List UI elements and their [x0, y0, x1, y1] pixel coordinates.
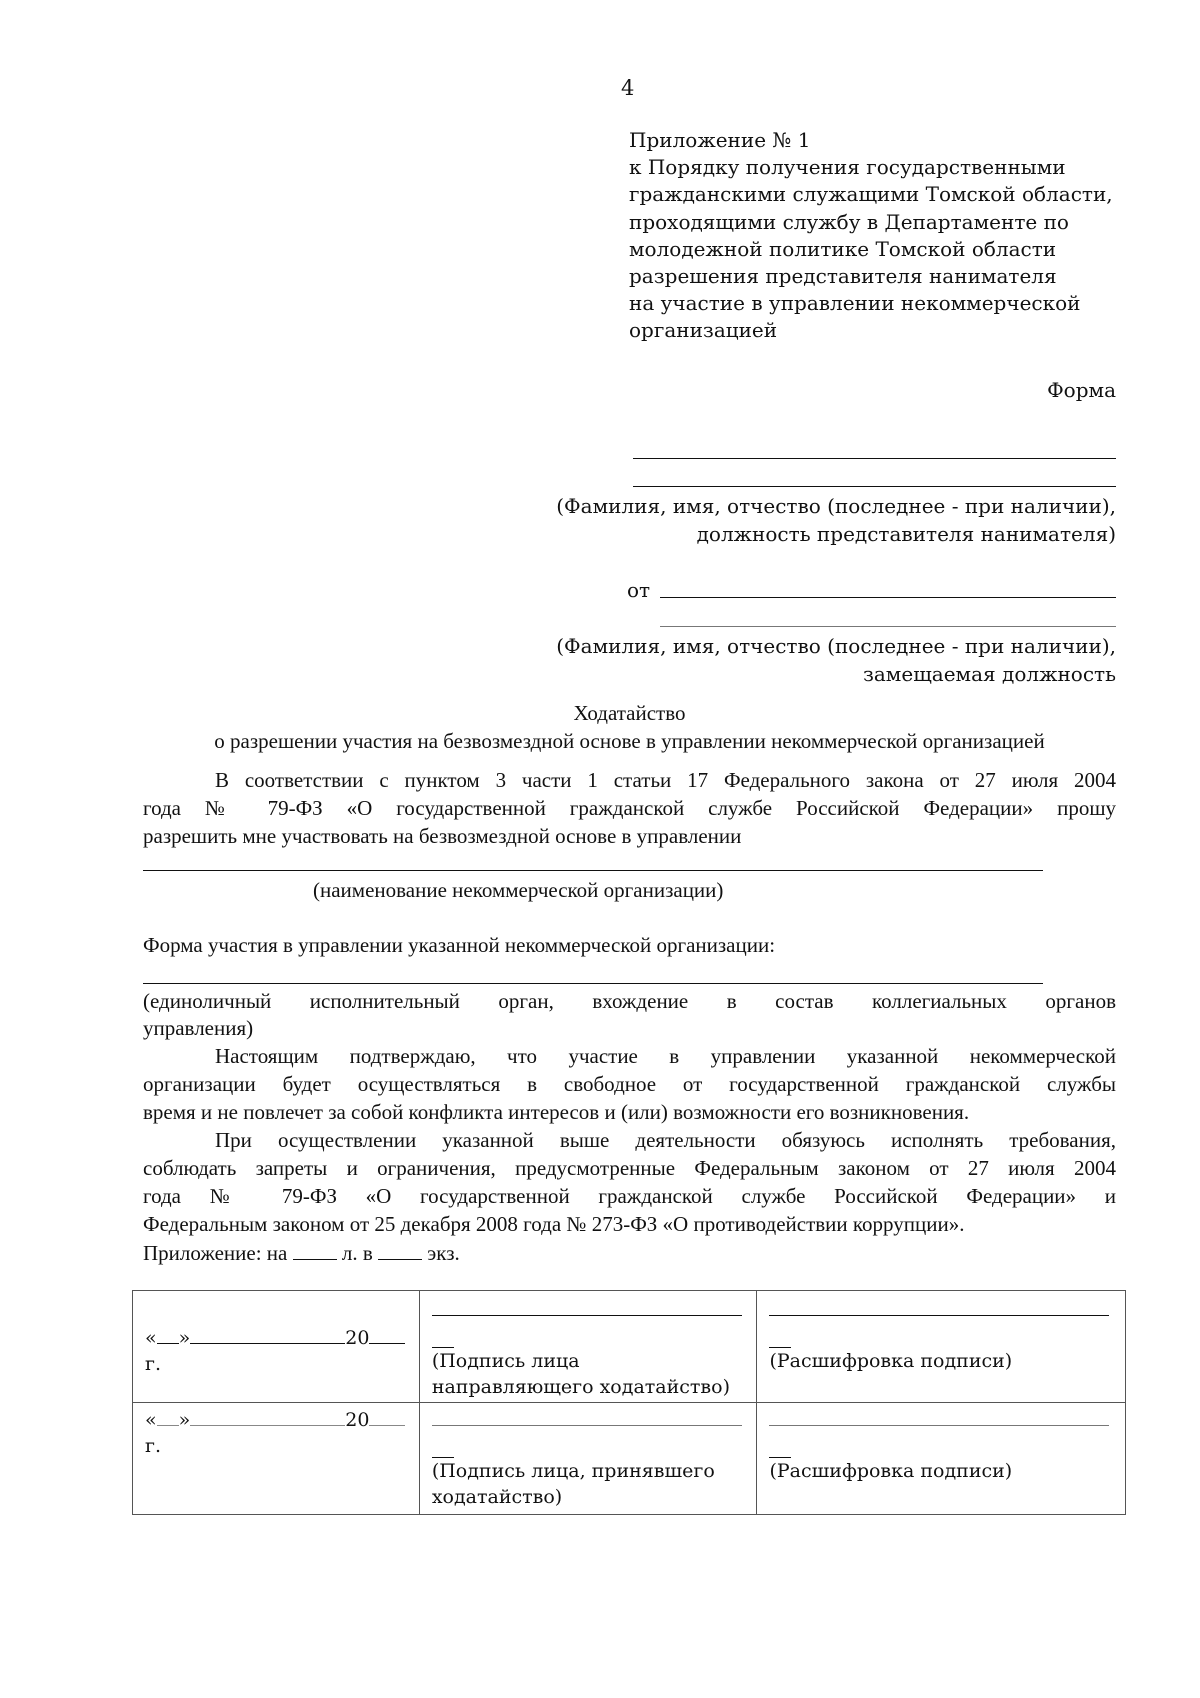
form-participation-caption-line: управления) [143, 1016, 254, 1040]
sender-caption [556, 632, 1116, 688]
body-paragraph-1-line: В соответствии с пунктом 3 части 1 статьи 17 Федерального закона от 27 июля 2004 [215, 768, 1116, 792]
sender-position-field[interactable] [660, 626, 1116, 627]
page-number: 4 [621, 76, 635, 100]
sender-caption-line: (Фамилия, имя, отчество (последнее - при наличии), [556, 634, 1116, 658]
attachment-prefix: Приложение: на [143, 1241, 288, 1265]
decode-caption: (Расшифровка подписи) [769, 1350, 1013, 1372]
signature-cell [419, 1291, 757, 1403]
signature-caption-line: ходатайство) [431, 1486, 563, 1508]
decode-field[interactable] [769, 1425, 1109, 1426]
body-paragraph-1-line: разрешить мне участвовать на безвозмездной основе в управлении [143, 824, 742, 848]
signature-cell [419, 1403, 757, 1515]
signature-caption-line: (Подпись лица, принявшего [431, 1460, 715, 1482]
month-field[interactable] [190, 1405, 345, 1426]
year-suffix: г. [145, 1435, 161, 1457]
day-field[interactable] [157, 1323, 179, 1344]
appendix-line: гражданскими служащими Томской области, [629, 182, 1113, 207]
signature-caption-line: направляющего ходатайство) [431, 1376, 730, 1398]
appendix-line: к Порядку получения государственными [629, 155, 1066, 180]
appendix-line: на участие в управлении некоммерческой [629, 291, 1081, 316]
signature-table [132, 1290, 1126, 1515]
attachment-suffix: экз. [427, 1241, 460, 1265]
year-field[interactable] [369, 1405, 405, 1426]
recipient-caption-line: должность представителя нанимателя) [696, 522, 1116, 546]
recipient-caption-line: (Фамилия, имя, отчество (последнее - при наличии), [556, 494, 1116, 518]
decode-cell [757, 1403, 1126, 1515]
body-paragraph-2-line: организации будет осуществляться в свободное от государственной гражданской службы [143, 1072, 1116, 1096]
month-field[interactable] [190, 1323, 345, 1344]
table-row [133, 1291, 1126, 1403]
decode-field-tail [769, 1347, 791, 1348]
year-prefix: 20 [345, 1327, 370, 1349]
body-paragraph-3-line: Федеральным законом от 25 декабря 2008 года № 273-ФЗ «О противодействии коррупции». [143, 1212, 965, 1236]
appendix-header [629, 127, 1113, 345]
attachment-mid: л. в [341, 1241, 373, 1265]
body-paragraph-2-line: время и не повлечет за собой конфликта интересов и (или) возможности его возникновения. [143, 1100, 970, 1124]
appendix-line: проходящими службу в Департаменте по [629, 209, 1069, 234]
body-paragraph-3-line: года № 79-ФЗ «О государственной гражданской службе Российской Федерации» и [143, 1184, 1116, 1208]
organization-name-field[interactable] [143, 870, 1043, 871]
attachment-copies-field[interactable] [378, 1239, 422, 1260]
year-prefix: 20 [345, 1409, 370, 1431]
appendix-line: разрешения представителя нанимателя [629, 264, 1057, 289]
form-participation-label: Форма участия в управлении указанной некоммерческой организации: [143, 933, 776, 957]
form-label: Форма [1047, 378, 1116, 402]
appendix-line: организацией [629, 318, 778, 343]
sender-prefix: от [627, 578, 651, 602]
recipient-position-field[interactable] [633, 486, 1116, 487]
quote-open: « [145, 1409, 157, 1431]
recipient-caption [556, 492, 1116, 548]
organization-caption: (наименование некоммерческой организации) [313, 878, 724, 902]
date-cell [133, 1403, 420, 1515]
appendix-line: Приложение № 1 [629, 128, 811, 152]
signature-field-tail [432, 1347, 454, 1348]
day-field[interactable] [157, 1405, 179, 1426]
decode-caption: (Расшифровка подписи) [769, 1460, 1013, 1482]
sender-name-field[interactable] [660, 597, 1116, 598]
signature-field[interactable] [432, 1315, 742, 1316]
recipient-name-field[interactable] [633, 458, 1116, 459]
attachment-line [143, 1239, 460, 1267]
document-subtitle: о разрешении участия на безвозмездной основе в управлении некоммерческой организацией [214, 729, 1045, 753]
form-participation-field[interactable] [143, 983, 1043, 984]
year-suffix: г. [145, 1353, 161, 1375]
signature-field[interactable] [432, 1425, 742, 1426]
sender-caption-line: замещаемая должность [862, 662, 1116, 686]
table-row [133, 1403, 1126, 1515]
quote-close: » [178, 1327, 191, 1349]
form-participation-caption-line: (единоличный исполнительный орган, вхождение в состав коллегиальных органов [143, 989, 1116, 1013]
signature-field-tail [432, 1457, 454, 1458]
attachment-sheets-field[interactable] [293, 1239, 337, 1260]
date-cell [133, 1291, 420, 1403]
signature-caption-line: (Подпись лица [431, 1350, 580, 1372]
decode-field[interactable] [769, 1315, 1109, 1316]
body-paragraph-1-line: года № 79-ФЗ «О государственной гражданской службе Российской Федерации» прошу [143, 796, 1116, 820]
document-title: Ходатайство [573, 701, 686, 725]
body-paragraph-2-line: Настоящим подтверждаю, что участие в управлении указанной некоммерческой [215, 1044, 1116, 1068]
quote-open: « [145, 1327, 157, 1349]
body-paragraph-3-line: При осуществлении указанной выше деятельности обязуюсь исполнять требования, [215, 1128, 1116, 1152]
decode-field-tail [769, 1457, 791, 1458]
decode-cell [757, 1291, 1126, 1403]
appendix-line: молодежной политике Томской области [629, 236, 1057, 261]
body-paragraph-3-line: соблюдать запреты и ограничения, предусмотренные Федеральным законом от 27 июля 2004 [143, 1156, 1116, 1180]
quote-close: » [178, 1409, 191, 1431]
year-field[interactable] [369, 1323, 405, 1344]
